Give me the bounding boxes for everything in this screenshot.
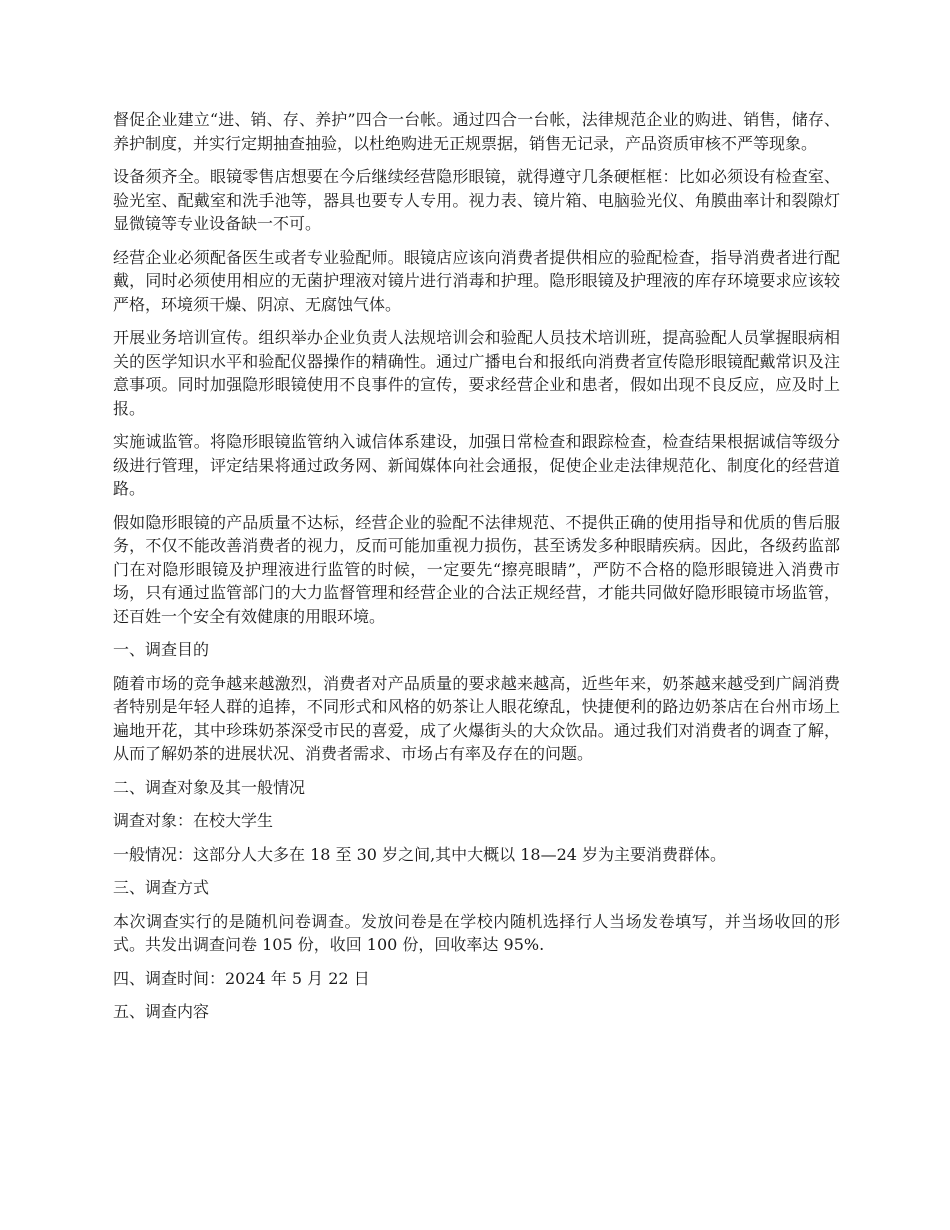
paragraph-equipment: 设备须齐全。眼镜零售店想要在今后继续经营隐形眼镜，就得遵守几条硬框框：比如必须设有检查室、验光室、配戴室和洗手池等，器具也要专人专用。视力表、镜片箱、电脑验光仪、角膜曲率计和裂隙灯显微镜等专业设备缺一不可。	[113, 167, 840, 233]
heading-survey-content: 五、调查内容	[113, 1002, 210, 1021]
paragraph-quality: 假如隐形眼镜的产品质量不达标，经营企业的验配不法律规范、不提供正确的使用指导和优质的售后服务，不仅不能改善消费者的视力，反而可能加重视力损伤，甚至诱发多种眼睛疾病。因此，各级药监部门在对隐形眼镜及护理液进行监管的时候，一定要先“擦亮眼睛”，严防不合格的隐形眼镜进入消费市场，只有通过监管部门的大力监督管理和经营企业的合法正规经营，才能共同做好隐形眼镜市场监管，还百姓一个安全有效健康的用眼环境。	[113, 512, 840, 626]
paragraph-survey-purpose: 随着市场的竞争越来越激烈，消费者对产品质量的要求越来越高，近些年来，奶茶越来越受到广阔消费者特别是年轻人群的追捧，不同形式和风格的奶茶让人眼花缭乱，快捷便利的路边奶茶店在台州市场上遍地开花，其中珍珠奶茶深受市民的喜爱，成了火爆街头的大众饮品。通过我们对消费者的调查了解，从而了解奶茶的进展状况、消费者需求、市场占有率及存在的问题。	[113, 673, 840, 763]
paragraph-survey-method: 本次调查实行的是随机问卷调查。发放问卷是在学校内随机选择行人当场发卷填写，并当场收回的形式。共发出调查问卷 105 份，收回 100 份，回收率达 95%.	[113, 911, 840, 954]
paragraph-optometrist: 经营企业必须配备医生或者专业验配师。眼镜店应该向消费者提供相应的验配检查，指导消费者进行配戴，同时必须使用相应的无菌护理液对镜片进行消毒和护理。隐形眼镜及护理液的库存环境要求应该较严格，环境须干燥、阴凉、无腐蚀气体。	[113, 247, 840, 314]
paragraph-ledger: 督促企业建立“进、销、存、养护”四合一台帐。通过四合一台帐，法律规范企业的购进、销售，储存、养护制度，并实行定期抽查抽验，以杜绝购进无正规票据，销售无记录，产品资质审核不严等现象。	[113, 110, 840, 153]
paragraph-integrity: 实施诚监管。将隐形眼镜监管纳入诚信体系建设，加强日常检查和跟踪检查，检查结果根据诚信等级分级进行管理，评定结果将通过政务网、新闻媒体向社会通报，促使企业走法律规范化、制度化的经营道路。	[113, 432, 840, 498]
document-body	[113, 108, 840, 1034]
heading-survey-subjects: 二、调查对象及其一般情况	[113, 777, 306, 797]
paragraph-survey-subject: 调查对象：在校大学生	[113, 811, 274, 830]
paragraph-training: 开展业务培训宣传。组织举办企业负责人法规培训会和验配人员技术培训班，提高验配人员掌握眼病相关的医学知识水平和验配仪器操作的精确性。通过广播电台和报纸向消费者宣传隐形眼镜配戴常识及注意事项。同时加强隐形眼镜使用不良事件的宣传，要求经营企业和患者，假如出现不良反应，应及时上报。	[113, 328, 840, 418]
heading-survey-method: 三、调查方式	[113, 878, 210, 897]
heading-survey-time: 四、调查时间：2024 年 5 月 22 日	[113, 968, 370, 988]
heading-survey-purpose: 一、调查目的	[113, 640, 210, 659]
paragraph-general-situation: 一般情况：这部分人大多在 18 至 30 岁之间,其中大概以 18—24 岁为主要消费群体。	[113, 844, 727, 864]
